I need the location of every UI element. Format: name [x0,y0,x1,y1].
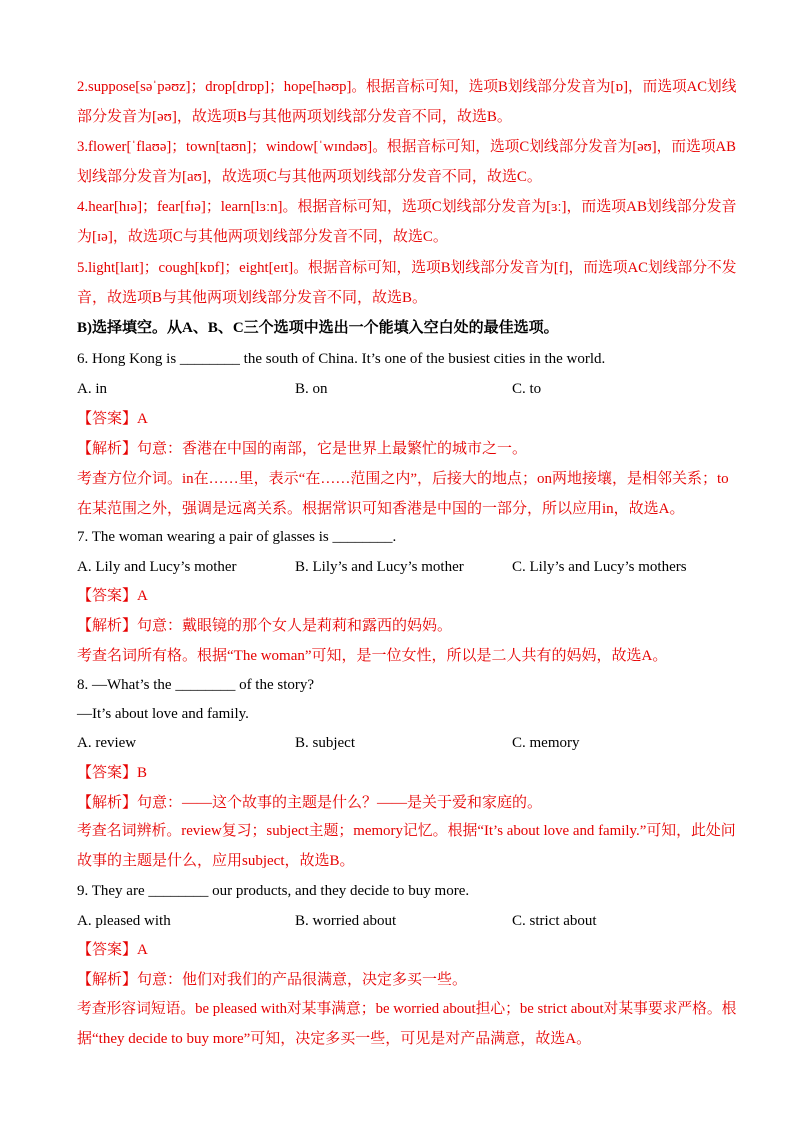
explanation-5-line1: 5.light[laɪt]；cough[kɒf]；eight[eɪt]。根据音标可知，选项B划线部分发音为[f]，而选项AC划线部分不发 [77,260,737,276]
explanation-3-line2: 划线部分发音为[aʊ]，故选项C与其他两项划线部分发音不同，故选C。 [77,169,542,185]
section-b-title: B)选择填空。从A、B、C三个选项中选出一个能填入空白处的最佳选项。 [77,320,559,336]
question-9-option-b: B. worried about [295,913,397,929]
question-8-detail-line1: 考查名词辨析。review复习；subject主题；memory记忆。根据“It’s about love and family.”可知，此处问 [77,823,736,839]
explanation-2-line1: 2.suppose[səˈpəʊz]；drop[drɒp]；hope[həʊp]。根据音标可知，选项B划线部分发音为[ɒ]，而选项AC划线 [77,79,737,95]
question-8-option-b: B. subject [295,735,355,751]
question-7-analysis: 【解析】句意：戴眼镜的那个女人是莉莉和露西的妈妈。 [77,618,453,634]
question-7-option-b: B. Lily’s and Lucy’s mother [295,559,464,575]
question-6-answer: 【答案】A [77,411,148,427]
question-6-options [77,379,727,399]
question-9-detail-line1: 考查形容词短语。be pleased with对某事满意；be worried about担心；be strict about对某事要求严格。根 [77,1001,737,1017]
question-7-answer: 【答案】A [77,588,148,604]
question-7-option-a: A. Lily and Lucy’s mother [77,559,237,575]
question-8-stem: 8. —What’s the ________ of the story? [77,677,315,693]
question-8-option-a: A. review [77,735,137,751]
explanation-2-line2: 部分发音为[əʊ]，故选项B与其他两项划线部分发音不同，故选B。 [77,109,512,125]
explanation-3-line1: 3.flower[ˈflaʊə]；town[taʊn]；window[ˈwɪndəʊ]。根据音标可知，选项C划线部分发音为[əʊ]，而选项AB [77,139,736,155]
question-9-answer: 【答案】A [77,942,148,958]
question-6-analysis: 【解析】句意：香港在中国的南部，它是世界上最繁忙的城市之一。 [77,441,528,457]
explanation-4-line2: 为[ɪə]，故选项C与其他两项划线部分发音不同，故选C。 [77,229,448,245]
question-8-analysis: 【解析】句意：——这个故事的主题是什么？——是关于爱和家庭的。 [77,795,543,811]
explanation-4-line1: 4.hear[hɪə]；fear[fɪə]；learn[lɜːn]。根据音标可知，选项C划线部分发音为[ɜː]，而选项AB划线部分发音 [77,199,737,215]
question-7-options [77,557,727,577]
question-9-options [77,911,727,931]
question-9-option-a: A. pleased with [77,913,171,929]
question-8-options [77,733,727,753]
question-6-detail-line2: 在某范围之外，强调是远离关系。根据常识可知香港是中国的一部分，所以应用in，故选A。 [77,501,685,517]
question-7-detail-line1: 考查名词所有格。根据“The woman”可知，是一位女性，所以是二人共有的妈妈，故选A。 [77,648,668,664]
question-8-stem-reply: —It’s about love and family. [77,706,249,722]
question-8-detail-line2: 故事的主题是什么，应用subject，故选B。 [77,853,355,869]
question-9-option-c: C. strict about [512,913,597,929]
question-7-stem: 7. The woman wearing a pair of glasses is ________. [77,529,397,545]
question-6-option-c: C. to [512,381,542,397]
question-8-option-c: C. memory [512,735,580,751]
question-9-analysis: 【解析】句意：他们对我们的产品很满意，决定多买一些。 [77,972,468,988]
question-6-stem: 6. Hong Kong is ________ the south of China. It’s one of the busiest cities in the world. [77,351,606,367]
question-8-answer: 【答案】B [77,765,148,781]
explanation-5-line2: 音，故选项B与其他两项划线部分发音不同，故选B。 [77,290,428,306]
question-9-stem: 9. They are ________ our products, and they decide to buy more. [77,883,470,899]
question-9-detail-line2: 据“they decide to buy more”可知，决定多买一些，可见是对产品满意，故选A。 [77,1031,592,1047]
question-6-option-b: B. on [295,381,328,397]
question-6-option-a: A. in [77,381,107,397]
question-7-option-c: C. Lily’s and Lucy’s mothers [512,559,687,575]
question-6-detail-line1: 考查方位介词。in在……里，表示“在……范围之内”，后接大的地点；on两地接壤，是相邻关系；to [77,471,729,487]
